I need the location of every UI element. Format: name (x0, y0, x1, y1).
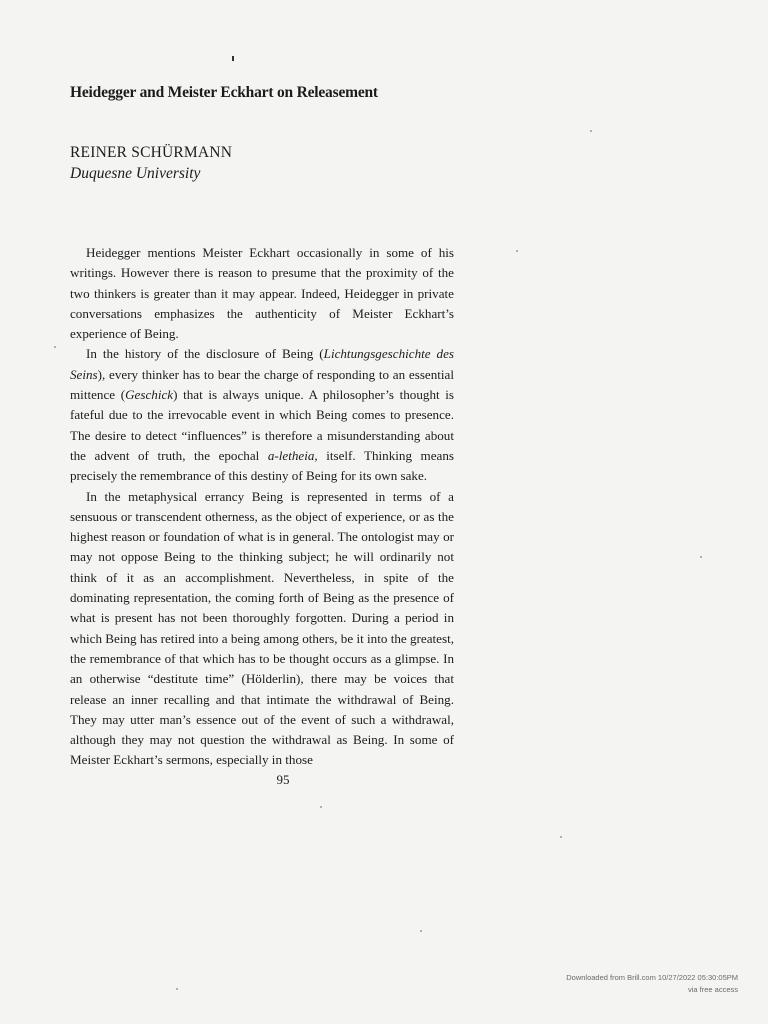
text-run: ) that is always unique. A philosopher’s thought is fateful due to the irrevocable event in which Being comes to presence. The desire to detect “influences” is therefore a misunderstanding about the advent of truth, the epochal (70, 387, 455, 463)
paragraph (70, 487, 454, 771)
article-title: Heidegger and Meister Eckhart on Releasement (70, 84, 378, 101)
italic-term: a-letheia, (267, 447, 318, 463)
page-number: 95 (276, 772, 290, 787)
text-run: In the history of the disclosure of Being ( (86, 346, 324, 362)
text-run: itself. Thinking means precisely the remembrance of this destiny of Being for its own sake. (70, 447, 454, 484)
scan-speck (516, 250, 518, 252)
paragraph (70, 344, 454, 486)
text-run: In the metaphysical errancy Being is represented in terms of a sensuous or transcendent otherness, as the object of experience, or as the highest reason or foundation of what is in general. The ontologist may or may not oppose Being to the thinking subject; he will ordinarily not think of it as an accomplishment. Nevertheless, in spite of the dominating representation, the coming forth of Being as the presence of what is present has not been thoroughly forgotten. During a period in which Being has retired into a being among others, be it into the greatest, the remembrance of that which has to be thought occurs as a glimpse. In an otherwise “destitute time” (Hölderlin), there may be voices that release an inner recalling and that intimate the withdrawal of Being. They may utter man’s essence out of the event of such a withdrawal, although they may not question the withdrawal as Being. In some of Meister Eckhart’s sermons, especially in those (70, 488, 454, 768)
print-mark (232, 56, 234, 61)
scan-speck (176, 988, 178, 990)
italic-term: Geschick (125, 387, 174, 403)
access-notice-line: via free access (687, 985, 738, 994)
scan-speck (700, 556, 702, 558)
scan-speck (54, 346, 56, 348)
paragraph (70, 243, 454, 344)
italic-term: Lichtungsgeschichte des Seins (70, 346, 454, 382)
text-run: ), every thinker has to bear the charge of responding to an essential mittence ( (70, 366, 454, 403)
article-body (70, 243, 454, 771)
author-name: REINER SCHÜRMANN (70, 144, 233, 161)
scan-speck (590, 130, 592, 132)
download-notice (566, 972, 738, 996)
author-affiliation: Duquesne University (70, 165, 201, 182)
scan-speck (420, 930, 422, 932)
download-notice-line: Downloaded from Brill.com 10/27/2022 05:30:05PM (566, 973, 738, 982)
scan-speck (560, 836, 562, 838)
text-run: Heidegger mentions Meister Eckhart occasionally in some of his writings. However there is reason to presume that the proximity of the two thinkers is greater than it may appear. Indeed, Heidegger in private conversations emphasizes the authenticity of Meister Eckhart’s experience of Being. (70, 245, 454, 342)
scan-speck (320, 806, 322, 808)
